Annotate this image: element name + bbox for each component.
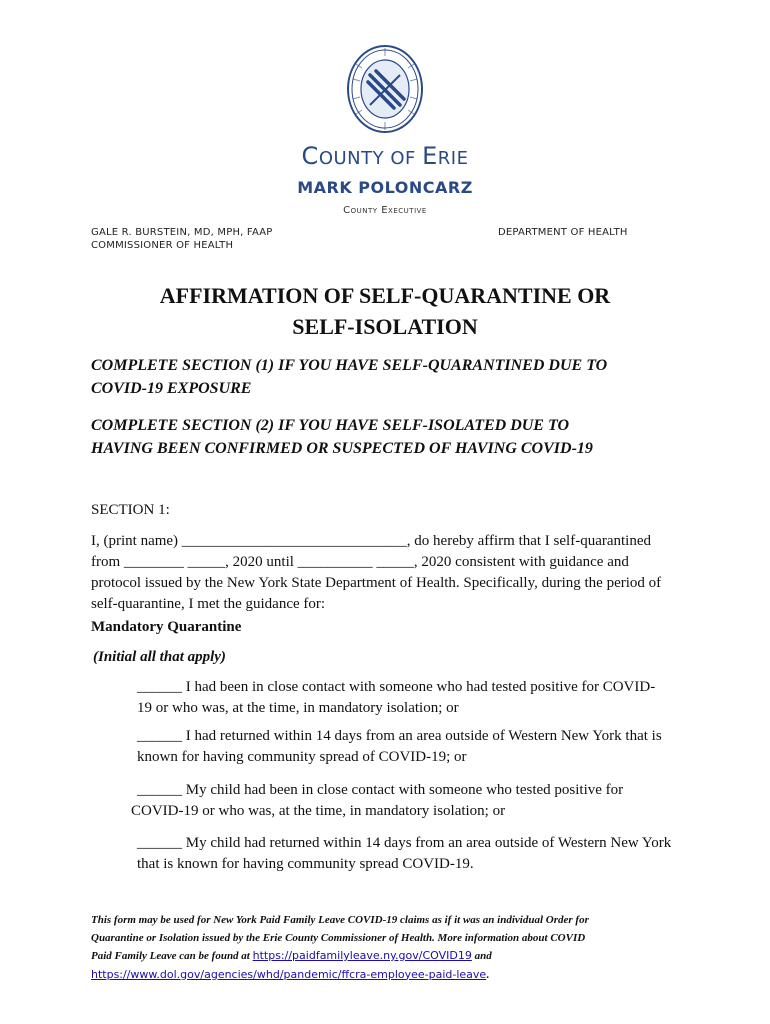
footer-note-line1: This form may be used for New York Paid Family Leave COVID-19 claims as if it was an individual Order for: [91, 914, 589, 926]
mandatory-quarantine-heading: Mandatory Quarantine: [91, 619, 242, 635]
affirmation-line4: self-quarantine, I met the guidance for:: [91, 596, 326, 612]
form-title-line1: AFFIRMATION OF SELF-QUARANTINE OR: [159, 283, 611, 308]
form-title-line2: SELF-ISOLATION: [292, 314, 478, 339]
footer-note-line2: Quarantine or Isolation issued by the Erie County Commissioner of Health. More information about COVID: [91, 931, 586, 944]
quarantine-option: [131, 780, 691, 822]
quarantine-option-line1: ______ I had been in close contact with someone who had tested positive for COVID-: [137, 679, 656, 695]
commissioner-title: COMMISSIONER OF HEALTH: [91, 240, 234, 251]
department-name: DEPARTMENT OF HEALTH: [498, 227, 628, 238]
paid-family-leave-link[interactable]: https://paidfamilyleave.ny.gov/COVID19: [252, 949, 472, 962]
affirmation-line2: from ________ _____, 2020 until __________ _____, 2020 consistent with guidance and: [91, 554, 629, 570]
quarantine-option-line1: ______ I had returned within 14 days from an area outside of Western New York that is: [137, 728, 662, 744]
section1-heading: SECTION 1:: [91, 502, 170, 518]
dol-ffcra-link[interactable]: https://www.dol.gov/agencies/whd/pandemic/ffcra-employee-paid-leave: [91, 967, 487, 981]
footer-note: [91, 912, 691, 984]
instruction-section2: [91, 414, 691, 460]
quarantine-option-line1: ______ My child had been in close contact with someone who tested positive for: [137, 782, 624, 798]
quarantine-option-line1: ______ My child had returned within 14 days from an area outside of Western New York: [137, 835, 672, 851]
quarantine-option: [137, 833, 697, 875]
county-seal-logo: [346, 44, 424, 134]
instruction-section2-line2: HAVING BEEN CONFIRMED OR SUSPECTED OF HAVING COVID-19: [91, 440, 593, 457]
county-title: COUNTY OF ERIE: [301, 142, 469, 170]
instruction-section1: [91, 354, 691, 400]
quarantine-option: [137, 726, 697, 768]
instruction-section1-line1: COMPLETE SECTION (1) IF YOU HAVE SELF-QUARANTINED DUE TO: [91, 357, 608, 374]
instruction-section2-line1: COMPLETE SECTION (2) IF YOU HAVE SELF-ISOLATED DUE TO: [91, 417, 570, 434]
county-executive-title: County Executive: [343, 205, 427, 216]
instruction-section1-line2: COVID-19 EXPOSURE: [91, 380, 252, 397]
footer-note-line3: [91, 947, 691, 966]
footer-end-period: .: [486, 968, 489, 981]
affirmation-line1: I, (print name) ______________________________, do hereby affirm that I self-quarantined: [91, 533, 652, 549]
quarantine-option-line2: COVID-19 or who was, at the time, in mandatory isolation; or: [131, 803, 506, 819]
county-executive-name: MARK POLONCARZ: [297, 178, 473, 197]
footer-note-joiner: and: [471, 950, 492, 962]
footer-note-line3-prefix: Paid Family Leave can be found at: [91, 950, 253, 962]
form-title: [0, 280, 770, 342]
footer-note-line4: [91, 966, 691, 985]
initial-note: (Initial all that apply): [93, 649, 226, 665]
affirmation-paragraph: [91, 531, 691, 615]
affirmation-line3: protocol issued by the New York State Department of Health. Specifically, during the period of: [91, 575, 662, 591]
commissioner-block: [91, 226, 273, 252]
quarantine-option-line2: 19 or who was, at the time, in mandatory isolation; or: [137, 700, 459, 716]
quarantine-option-line2: known for having community spread of COVID-19; or: [137, 749, 467, 765]
quarantine-option: [137, 677, 697, 719]
commissioner-name: GALE R. BURSTEIN, MD, MPH, FAAP: [91, 227, 273, 238]
quarantine-option-line2: that is known for having community spread COVID-19.: [137, 856, 474, 872]
